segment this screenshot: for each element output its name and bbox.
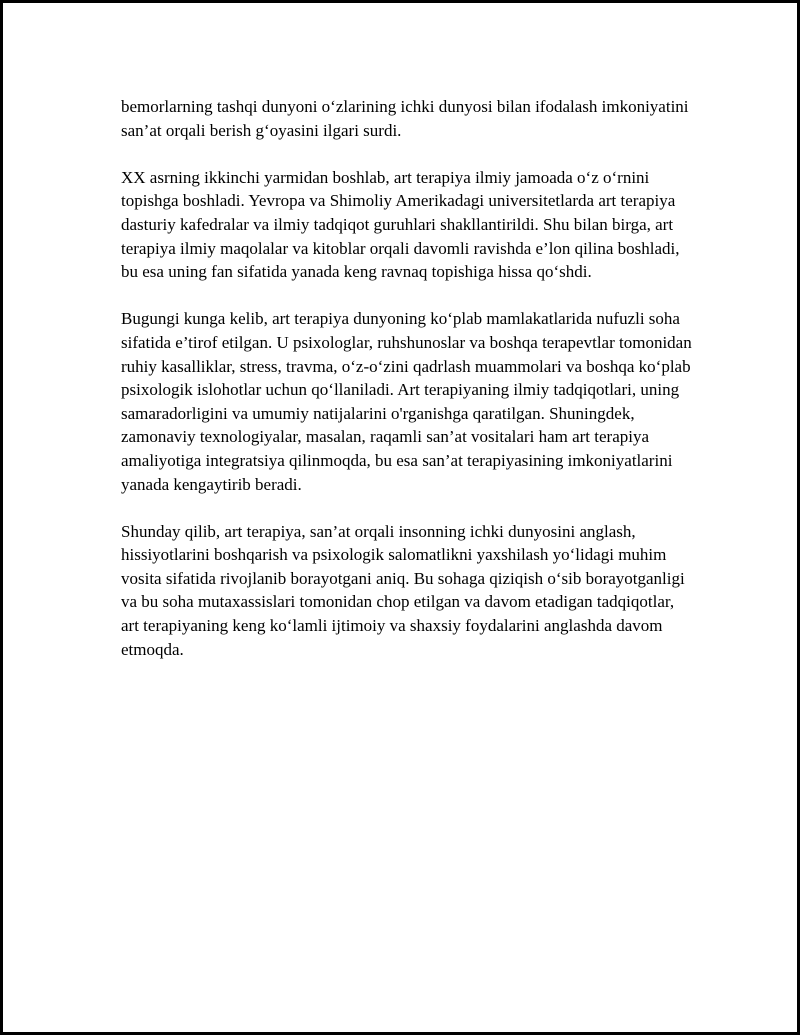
paragraph-3: Bugungi kunga kelib, art terapiya dunyoning ko‘plab mamlakatlarida nufuzli soha sifatida e’tirof etilgan. U psixologlar, ruhshunoslar va boshqa terapevtlar tomonidan ruhiy kasalliklar, stress, travma, o‘z-o‘zini qadrlash muammolari va boshqa ko‘plab psixologik islohotlar uchun qo‘llaniladi. Art terapiyaning ilmiy tadqiqotlari, uning samaradorligini va umumiy natijalarini o'rganishga qaratilgan. Shuningdek, zamonaviy texnologiyalar, masalan, raqamli san’at vositalari ham art terapiya amaliyotiga integratsiya qilinmoqda, bu esa san’at terapiyasining imkoniyatlarini yanada kengaytirib beradi. (121, 309, 692, 494)
paragraph-1: bemorlarning tashqi dunyoni o‘zlarining ichki dunyosi bilan ifodalash imkoniyatini san’at orqali berish g‘oyasini ilgari surdi. (121, 97, 689, 140)
paragraph-2: XX asrning ikkinchi yarmidan boshlab, art terapiya ilmiy jamoada o‘z o‘rnini topishga boshladi. Yevropa va Shimoliy Amerikadagi universitetlarda art terapiya dasturiy kafedralar va ilmiy tadqiqot guruhlari shakllantirildi. Shu bilan birga, art terapiya ilmiy maqolalar va kitoblar orqali davomli ravishda e’lon qilina boshladi, bu esa uning fan sifatida yanada keng ravnaq topishiga hissa qo‘shdi. (121, 167, 680, 282)
document-body (121, 95, 693, 685)
paragraph-4: Shunday qilib, art terapiya, san’at orqali insonning ichki dunyosini anglash, hissiyotlarini boshqarish va psixologik salomatlikni yaxshilash yo‘lidagi muhim vosita sifatida rivojlanib borayotgani aniq. Bu sohaga qiziqish o‘sib borayotganligi va bu soha mutaxassislari tomonidan chop etilgan va davom etadigan tadqiqotlar, art terapiyaning keng ko‘lamli ijtimoiy va shaxsiy foydalarini anglashda davom etmoqda. (121, 521, 685, 659)
